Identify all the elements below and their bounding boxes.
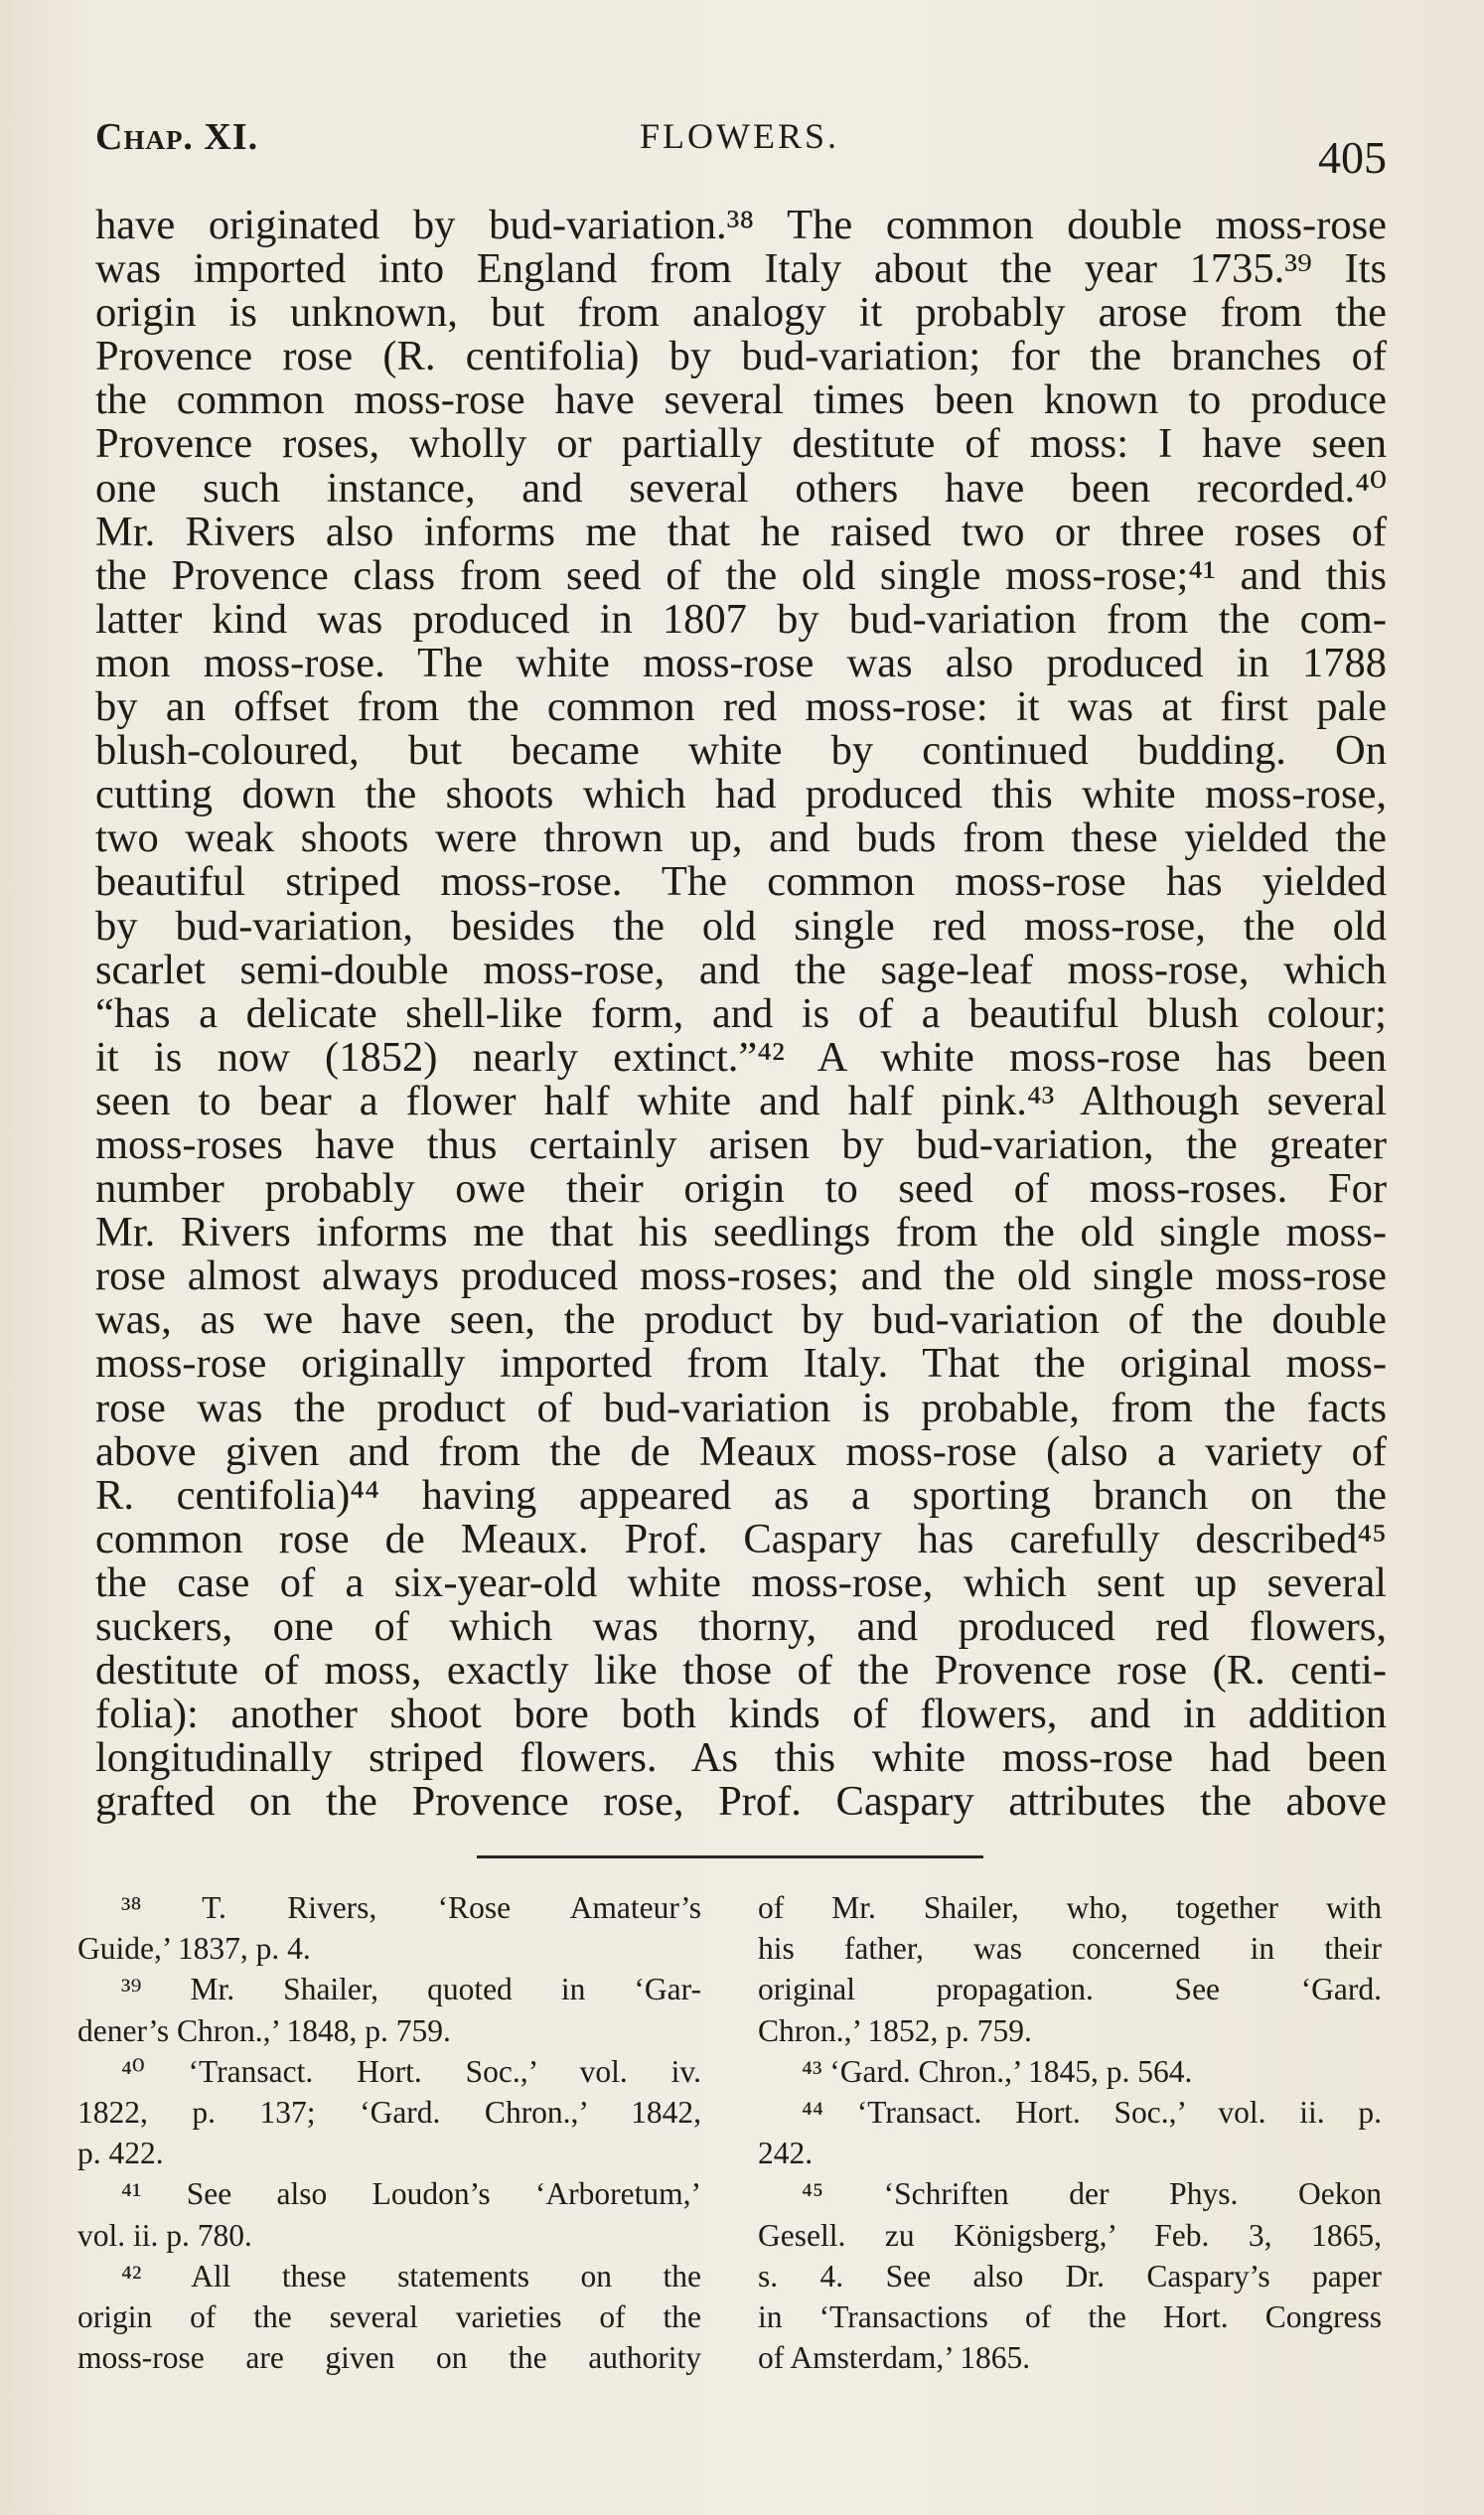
body-line: have originated by bud-variation.³⁸ The common double moss-rose [95,204,1387,248]
footnote-line: 1822, p. 137; ‘Gard. Chron.,’ 1842, [77,2094,701,2130]
body-line: grafted on the Provence rose, Prof. Caspary attributes the above [95,1780,1387,1825]
footnote-line: his father, was concerned in their [758,1931,1382,1967]
running-title: FLOWERS. [640,116,840,156]
body-line: “has a delicate shell-like form, and is of a beautiful blush colour; [95,991,1387,1036]
body-line: was, as we have seen, the product by bud-variation of the double [95,1298,1387,1343]
body-line: Provence rose (R. centifolia) by bud-variation; for the branches of [95,335,1387,379]
body-line: the Provence class from seed of the old single moss-rose;⁴¹ and this [95,553,1387,598]
body-line: moss-roses have thus certainly arisen by bud-variation, the greater [95,1122,1387,1168]
body-line: by bud-variation, besides the old single red moss-rose, the old [95,904,1387,949]
footnote-line: of Mr. Shailer, who, together with [758,1890,1382,1925]
body-line: number probably owe their origin to seed of moss-roses. For [95,1167,1387,1212]
body-line: destitute of moss, exactly like those of the Provence rose (R. centi- [95,1649,1387,1694]
body-line: the case of a six-year-old white moss-rose, which sent up several [95,1560,1387,1605]
body-line: latter kind was produced in 1807 by bud-variation from the com- [95,597,1387,642]
footnote-line: ⁴¹ See also Loudon’s ‘Arboretum,’ [121,2176,701,2212]
body-text [95,204,1387,1824]
running-head [95,107,1387,183]
body-line: two weak shoots were thrown up, and buds from these yielded the [95,816,1387,861]
footnote-line: of Amsterdam,’ 1865. [758,2340,1031,2376]
body-line: scarlet semi-double moss-rose, and the sage-leaf moss-rose, which [95,948,1387,992]
footnote-line: moss-rose are given on the authority [77,2340,701,2376]
footnote-line: ⁴⁵ ‘Schriften der Phys. Oekon [802,2176,1382,2212]
body-line: beautiful striped moss-rose. The common moss-rose has yielded [95,860,1387,905]
footnote-line: ⁴⁴ ‘Transact. Hort. Soc.,’ vol. ii. p. [802,2094,1382,2130]
body-line: seen to bear a flower half white and half pink.⁴³ Although several [95,1079,1387,1123]
footnote-line: Chron.,’ 1852, p. 759. [758,2012,1032,2048]
body-line: the common moss-rose have several times been known to produce [95,378,1387,423]
body-line: mon moss-rose. The white moss-rose was also produced in 1788 [95,641,1387,686]
body-line: above given and from the de Meaux moss-rose (also a variety of [95,1429,1387,1474]
body-line: by an offset from the common red moss-rose: it was at first pale [95,685,1387,730]
footnote-line: ³⁹ Mr. Shailer, quoted in ‘Gar- [121,1972,701,2007]
footnote-line: Guide,’ 1837, p. 4. [77,1931,311,1967]
body-line: origin is unknown, but from analogy it probably arose from the [95,291,1387,336]
body-line: moss-rose originally imported from Italy. That the original moss- [95,1342,1387,1387]
body-line: R. centifolia)⁴⁴ having appeared as a sporting branch on the [95,1473,1387,1518]
footnote-line: ⁴² All these statements on the [121,2258,701,2293]
footnote-line: in ‘Transactions of the Hort. Congress [758,2298,1382,2334]
footnote-line: p. 422. [77,2136,164,2171]
body-line: it is now (1852) nearly extinct.”⁴² A white moss-rose has been [95,1035,1387,1080]
footnote-rule [477,1855,983,1858]
body-line: rose almost always produced moss-roses; and the old single moss-rose [95,1255,1387,1299]
body-line: blush-coloured, but became white by continued budding. On [95,729,1387,774]
body-line: suckers, one of which was thorny, and produced red flowers, [95,1605,1387,1650]
body-line: Provence roses, wholly or partially destitute of moss: I have seen [95,422,1387,467]
body-line: one such instance, and several others have been recorded.⁴⁰ [95,466,1387,511]
footnote-line: ³⁸ T. Rivers, ‘Rose Amateur’s [121,1890,701,1925]
footnote-line: s. 4. See also Dr. Caspary’s paper [758,2258,1382,2293]
footnote-line: origin of the several varieties of the [77,2298,701,2334]
footnote-line: vol. ii. p. 780. [77,2217,252,2253]
body-line: longitudinally striped flowers. As this white moss-rose had been [95,1736,1387,1781]
footnote-line: 242. [758,2136,814,2171]
footnote-line: Gesell. zu Königsberg,’ Feb. 3, 1865, [758,2217,1382,2253]
footnotes-right-column [758,1887,1382,2378]
footnote-line: ⁴⁰ ‘Transact. Hort. Soc.,’ vol. iv. [121,2053,701,2089]
footnote-line: dener’s Chron.,’ 1848, p. 759. [77,2012,451,2048]
body-line: Mr. Rivers also informs me that he raised two or three roses of [95,510,1387,554]
footnotes-left-column [77,1887,701,2378]
body-line: common rose de Meaux. Prof. Caspary has carefully described⁴⁵ [95,1517,1387,1561]
body-line: was imported into England from Italy about the year 1735.³⁹ Its [95,247,1387,292]
chapter-label: Chap. XI. [95,116,259,158]
footnote-line: original propagation. See ‘Gard. [758,1972,1382,2007]
body-line: folia): another shoot bore both kinds of flowers, and in addition [95,1693,1387,1737]
page-number: 405 [1318,132,1387,183]
footnote-line: ⁴³ ‘Gard. Chron.,’ 1845, p. 564. [802,2053,1193,2089]
body-line: Mr. Rivers informs me that his seedlings from the old single moss- [95,1211,1387,1256]
body-line: cutting down the shoots which had produced this white moss-rose, [95,773,1387,817]
body-line: rose was the product of bud-variation is probable, from the facts [95,1386,1387,1430]
